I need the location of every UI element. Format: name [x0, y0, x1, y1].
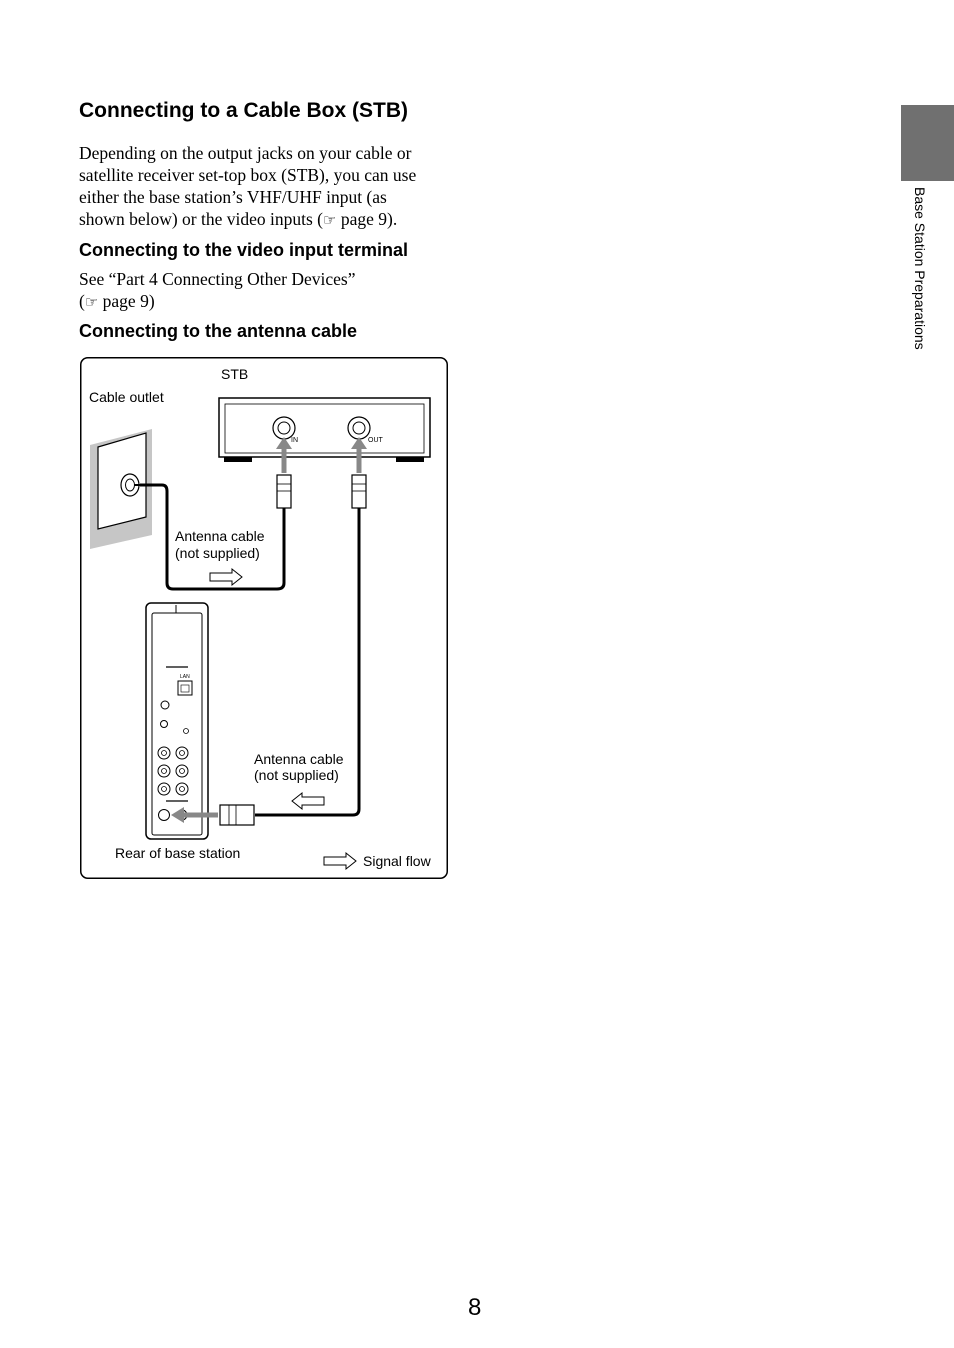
chapter-side-label [908, 187, 932, 407]
stb-foot-right [396, 457, 424, 462]
base-station-rear [146, 603, 208, 839]
connection-diagram-svg [80, 357, 448, 880]
cable-2-plug [352, 475, 366, 508]
insert-arrow-out [357, 445, 362, 473]
audio-jack-1 [158, 765, 170, 777]
intro-line-4-text: shown below) or the video inputs ( [79, 209, 323, 229]
audio-jack-4 [176, 783, 188, 795]
intro-line-3: either the base station’s VHF/UHF input (as [79, 187, 387, 207]
video-page-ref[interactable]: page 9) [98, 291, 155, 311]
vhf-uhf-input-jack [159, 810, 170, 821]
stb-in-jack-inner [278, 422, 290, 434]
stb-label: STB [221, 366, 249, 382]
antenna-cable-2-label-line1: Antenna cable [254, 751, 344, 767]
rear-of-base-station-label: Rear of base station [115, 845, 241, 861]
cable-1-plug [277, 475, 291, 508]
pointing-hand-icon: ☞ [323, 211, 337, 229]
intro-line-4 [79, 208, 397, 231]
page-number: 8 [468, 1294, 482, 1321]
pointing-hand-icon: ☞ [84, 293, 99, 311]
antenna-cable-2-label-line2: (not supplied) [254, 767, 339, 783]
signal-flow-label: Signal flow [363, 853, 431, 869]
insert-arrow-base [180, 813, 218, 818]
intro-page-ref[interactable]: page 9). [336, 209, 398, 229]
audio-jack-2 [176, 765, 188, 777]
stb-foot-left [224, 457, 252, 462]
video-jack-2 [176, 747, 188, 759]
chapter-side-label-text: Base Station Preparations [912, 187, 928, 350]
lan-port [178, 681, 192, 695]
video-input-line-2 [79, 290, 155, 313]
base-station-plug [220, 805, 254, 825]
ir-jack [161, 721, 168, 728]
section-heading: Connecting to a Cable Box (STB) [79, 99, 409, 122]
antenna-cable-heading: Connecting to the antenna cable [79, 321, 358, 341]
intro-line-2: satellite receiver set-top box (STB), you can use [79, 165, 417, 185]
setup-button [184, 729, 189, 734]
audio-jack-3 [158, 783, 170, 795]
antenna-cable-1-label-line1: Antenna cable [175, 528, 265, 544]
stb-out-jack-inner [353, 422, 365, 434]
video-input-heading: Connecting to the video input terminal [79, 240, 409, 260]
stb-out-label: OUT [368, 437, 383, 444]
video-input-line-1: See “Part 4 Connecting Other Devices” [79, 269, 356, 289]
cable-outlet-label: Cable outlet [89, 389, 164, 405]
stb-box [219, 398, 430, 457]
chapter-tab [901, 105, 954, 181]
connection-diagram [80, 357, 448, 885]
insert-arrow-in [282, 445, 287, 473]
video-jack-1 [158, 747, 170, 759]
video-ref-open: ( [79, 291, 85, 311]
lan-port-caption: LAN [180, 674, 190, 680]
s-video-jack [161, 701, 169, 709]
stb-in-label: IN [291, 437, 298, 444]
antenna-cable-1-label-line2: (not supplied) [175, 545, 260, 561]
intro-line-1: Depending on the output jacks on your cable or [79, 143, 412, 163]
outlet-connector-core [126, 479, 135, 491]
